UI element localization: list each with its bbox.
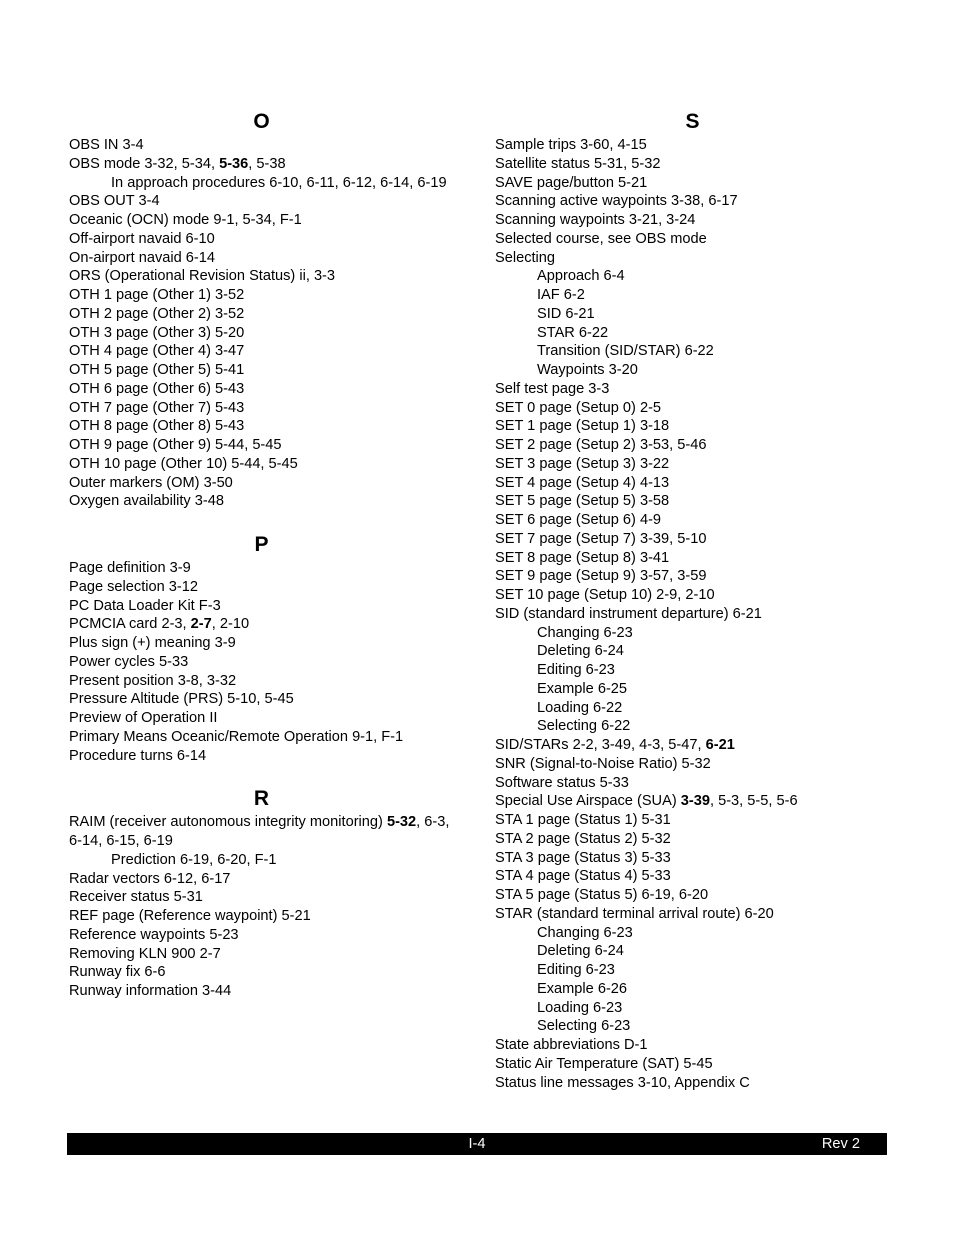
index-entry — [495, 1036, 890, 1055]
index-entry — [69, 136, 454, 155]
entry-text: Software status 5-33 — [495, 774, 629, 791]
entry-text: STAR (standard terminal arrival route) 6-20 — [495, 905, 774, 922]
index-entry — [495, 849, 890, 868]
index-entry — [495, 174, 890, 193]
index-entry — [495, 755, 890, 774]
entry-text: Example 6-25 — [537, 680, 628, 697]
entry-text: Radar vectors 6-12, 6-17 — [69, 870, 231, 887]
index-entry — [69, 436, 454, 455]
entry-text: In approach procedures 6-10, 6-11, 6-12, 6-14, 6-19 — [111, 174, 447, 191]
index-entry — [495, 567, 890, 586]
index-entry — [495, 155, 890, 174]
index-subentry — [495, 286, 890, 305]
entry-text: OTH 10 page (Other 10) 5-44, 5-45 — [69, 455, 298, 472]
entry-text: SET 1 page (Setup 1) 3-18 — [495, 418, 670, 435]
entry-text: Changing 6-23 — [537, 624, 633, 641]
entry-text: OBS OUT 3-4 — [69, 193, 160, 210]
entry-text: , 5-3, 5-5, 5-6 — [709, 793, 798, 810]
entry-text: Deleting 6-24 — [537, 943, 624, 960]
entry-text: Prediction 6-19, 6-20, F-1 — [111, 851, 277, 868]
index-subentry — [495, 924, 890, 943]
entry-text: STAR 6-22 — [537, 324, 609, 341]
entry-text: Present position 3-8, 3-32 — [69, 672, 237, 689]
index-subentry — [495, 661, 890, 680]
index-column-right — [495, 108, 890, 1092]
index-entry — [69, 907, 454, 926]
entry-text: Removing KLN 900 2-7 — [69, 945, 221, 962]
index-entry — [69, 324, 454, 343]
entry-text: PCMCIA card 2-3, — [69, 616, 191, 633]
index-entry — [69, 155, 454, 174]
entry-text: , 6-3, 6-14, 6-15, 6-19 — [69, 814, 450, 849]
index-entry — [495, 736, 890, 755]
entry-text: Waypoints 3-20 — [537, 362, 638, 378]
index-subentry — [495, 680, 890, 699]
entry-text: SID/STARs 2-2, 3-49, 4-3, 5-47, — [495, 737, 706, 753]
entry-text: Self test page 3-3 — [495, 380, 610, 397]
index-entry — [495, 792, 890, 811]
index-entry — [495, 211, 890, 230]
entry-text: , 5-38 — [248, 155, 286, 172]
index-entry — [69, 249, 454, 268]
primary-page-ref: 2-7 — [190, 616, 212, 633]
index-entry — [69, 615, 454, 634]
section-letter-heading: P — [254, 533, 269, 556]
entry-text: Pressure Altitude (PRS) 5-10, 5-45 — [69, 691, 294, 708]
entry-text: Static Air Temperature (SAT) 5-45 — [495, 1055, 713, 1072]
entry-text: Preview of Operation II — [69, 710, 218, 726]
index-subentry — [495, 980, 890, 999]
entry-text: STA 1 page (Status 1) 5-31 — [495, 812, 671, 828]
index-subentry — [69, 851, 454, 870]
entry-text: Scanning waypoints 3-21, 3-24 — [495, 212, 696, 228]
index-entry — [69, 417, 454, 436]
index-entry — [495, 192, 890, 211]
entry-text: Changing 6-23 — [537, 924, 633, 941]
entry-text: SET 3 page (Setup 3) 3-22 — [495, 455, 670, 472]
index-entry — [69, 361, 454, 380]
section-gap — [69, 511, 454, 531]
index-subentry — [495, 999, 890, 1018]
entry-text: State abbreviations D-1 — [495, 1037, 648, 1053]
entry-text: SET 0 page (Setup 0) 2-5 — [495, 399, 662, 416]
index-subentry — [495, 305, 890, 324]
index-entry — [495, 830, 890, 849]
entry-text: Editing 6-23 — [537, 662, 615, 678]
entry-text: , 2-10 — [211, 616, 250, 633]
footer-bar — [67, 1133, 887, 1155]
primary-page-ref: 5-32 — [386, 814, 417, 831]
index-entry — [495, 230, 890, 249]
entry-text: Off-airport navaid 6-10 — [69, 230, 215, 247]
entry-text: SET 9 page (Setup 9) 3-57, 3-59 — [495, 568, 707, 585]
index-entry — [69, 211, 454, 230]
index-entry — [495, 136, 890, 155]
entry-text: STA 5 page (Status 5) 6-19, 6-20 — [495, 887, 709, 903]
index-entry — [69, 870, 454, 889]
section-letter-heading: R — [253, 787, 270, 811]
entry-text: OBS mode 3-32, 5-34, — [69, 155, 220, 172]
entry-text: SID 6-21 — [537, 305, 595, 322]
index-entry — [69, 192, 454, 211]
primary-page-ref: 5-36 — [219, 155, 249, 172]
entry-text: On-airport navaid 6-14 — [69, 249, 216, 266]
index-entry — [495, 380, 890, 399]
index-entry — [495, 1055, 890, 1074]
entry-text: OTH 1 page (Other 1) 3-52 — [69, 287, 245, 303]
index-entry — [69, 963, 454, 982]
index-entry — [495, 886, 890, 905]
entry-text: Reference waypoints 5-23 — [69, 926, 239, 943]
revision-label: Rev 2 — [821, 1136, 860, 1152]
entry-text: SET 5 page (Setup 5) 3-58 — [495, 493, 670, 510]
section-letter-heading: S — [685, 110, 700, 133]
index-entry — [69, 578, 454, 597]
index-subentry — [495, 361, 890, 380]
index-entry — [495, 417, 890, 436]
entry-text: Page selection 3-12 — [69, 578, 198, 595]
index-entry — [495, 492, 890, 511]
entry-text: REF page (Reference waypoint) 5-21 — [69, 908, 311, 924]
index-entry — [495, 811, 890, 830]
index-entry — [69, 380, 454, 399]
index-entry — [69, 747, 454, 766]
index-entry — [69, 455, 454, 474]
entry-text: Selecting — [495, 249, 556, 266]
index-subentry — [495, 267, 890, 286]
section-gap — [69, 765, 454, 785]
index-entry — [69, 672, 454, 691]
index-subentry — [495, 324, 890, 343]
index-subentry — [495, 942, 890, 961]
index-entry — [69, 634, 454, 653]
index-entry — [495, 399, 890, 418]
entry-text: Runway information 3-44 — [69, 983, 232, 999]
entry-text: Runway fix 6-6 — [69, 964, 166, 981]
index-entry — [69, 728, 454, 747]
index-subentry — [495, 1017, 890, 1036]
index-entry — [69, 709, 454, 728]
entry-text: OTH 3 page (Other 3) 5-20 — [69, 324, 245, 341]
entry-text: SAVE page/button 5-21 — [495, 174, 648, 191]
entry-text: OTH 8 page (Other 8) 5-43 — [69, 418, 245, 435]
index-entry — [495, 586, 890, 605]
entry-text: Deleting 6-24 — [537, 643, 624, 660]
entry-text: Page definition 3-9 — [69, 560, 191, 576]
entry-text: Example 6-26 — [537, 980, 628, 997]
index-column-left — [69, 108, 454, 1001]
index-entry — [495, 530, 890, 549]
entry-text: Plus sign (+) meaning 3-9 — [69, 635, 236, 651]
index-entry — [69, 267, 454, 286]
entry-text: STA 4 page (Status 4) 5-33 — [495, 868, 671, 885]
entry-text: Primary Means Oceanic/Remote Operation 9-1, F-1 — [69, 728, 404, 745]
entry-text: SET 6 page (Setup 6) 4-9 — [495, 512, 662, 528]
index-entry — [69, 690, 454, 709]
entry-text: SNR (Signal-to-Noise Ratio) 5-32 — [495, 755, 711, 772]
index-entry — [495, 436, 890, 455]
entry-text: Satellite status 5-31, 5-32 — [495, 155, 661, 172]
index-subentry — [495, 624, 890, 643]
index-entry — [69, 286, 454, 305]
index-entry — [69, 399, 454, 418]
entry-text: Sample trips 3-60, 4-15 — [495, 137, 647, 153]
entry-text: STA 3 page (Status 3) 5-33 — [495, 849, 671, 866]
entry-text: OTH 6 page (Other 6) 5-43 — [69, 380, 245, 397]
entry-text: IAF 6-2 — [537, 287, 585, 303]
primary-page-ref: 3-39 — [680, 793, 710, 810]
index-entry — [495, 455, 890, 474]
index-entry — [495, 511, 890, 530]
section-letter-heading: O — [253, 110, 270, 133]
entry-text: Oxygen availability 3-48 — [69, 493, 224, 510]
page-number: I-4 — [468, 1136, 486, 1152]
index-entry — [495, 774, 890, 793]
entry-text: OBS IN 3-4 — [69, 137, 144, 153]
entry-text: Transition (SID/STAR) 6-22 — [537, 343, 714, 360]
index-entry — [495, 549, 890, 568]
entry-text: Scanning active waypoints 3-38, 6-17 — [495, 193, 738, 210]
entry-text: Loading 6-23 — [537, 999, 623, 1016]
entry-text: Loading 6-22 — [537, 699, 623, 716]
index-entry — [495, 867, 890, 886]
entry-text: SET 8 page (Setup 8) 3-41 — [495, 549, 670, 566]
index-entry — [69, 474, 454, 493]
entry-text: Status line messages 3-10, Appendix C — [495, 1074, 750, 1091]
entry-text: RAIM (receiver autonomous integrity monitoring) — [69, 814, 387, 831]
index-entry — [69, 653, 454, 672]
index-subentry — [495, 961, 890, 980]
entry-text: Oceanic (OCN) mode 9-1, 5-34, F-1 — [69, 212, 302, 228]
entry-text: Editing 6-23 — [537, 962, 615, 978]
index-subentry — [495, 342, 890, 361]
index-entry — [69, 926, 454, 945]
entry-text: SET 2 page (Setup 2) 3-53, 5-46 — [495, 437, 707, 453]
index-entry — [69, 888, 454, 907]
entry-text: Receiver status 5-31 — [69, 889, 203, 906]
index-entry — [495, 474, 890, 493]
entry-text: SET 10 page (Setup 10) 2-9, 2-10 — [495, 587, 715, 603]
entry-text: Selected course, see OBS mode — [495, 230, 707, 247]
primary-page-ref: 6-21 — [705, 737, 735, 753]
index-entry — [495, 605, 890, 624]
index-entry — [495, 905, 890, 924]
entry-text: Power cycles 5-33 — [69, 653, 189, 670]
entry-text: STA 2 page (Status 2) 5-32 — [495, 830, 671, 847]
entry-text: OTH 9 page (Other 9) 5-44, 5-45 — [69, 437, 282, 453]
index-subentry — [69, 174, 454, 193]
index-subentry — [495, 717, 890, 736]
entry-text: OTH 4 page (Other 4) 3-47 — [69, 343, 245, 360]
entry-text: SID (standard instrument departure) 6-21 — [495, 605, 762, 622]
index-entry — [69, 597, 454, 616]
entry-text: Outer markers (OM) 3-50 — [69, 474, 233, 491]
entry-text: Approach 6-4 — [537, 268, 625, 285]
index-entry — [69, 230, 454, 249]
entry-text: SET 7 page (Setup 7) 3-39, 5-10 — [495, 530, 707, 547]
entry-text: OTH 2 page (Other 2) 3-52 — [69, 305, 245, 322]
entry-text: Procedure turns 6-14 — [69, 747, 207, 764]
entry-text: ORS (Operational Revision Status) ii, 3-3 — [69, 268, 336, 285]
entry-text: OTH 5 page (Other 5) 5-41 — [69, 362, 245, 378]
index-subentry — [495, 699, 890, 718]
index-entry — [69, 982, 454, 1001]
index-entry — [69, 342, 454, 361]
index-entry — [495, 1074, 890, 1093]
entry-text: Special Use Airspace (SUA) — [495, 793, 681, 810]
entry-text: Selecting 6-22 — [537, 718, 631, 735]
index-entry — [69, 813, 454, 851]
entry-text: SET 4 page (Setup 4) 4-13 — [495, 474, 670, 491]
index-subentry — [495, 642, 890, 661]
index-entry — [69, 945, 454, 964]
index-entry — [495, 249, 890, 268]
entry-text: OTH 7 page (Other 7) 5-43 — [69, 399, 245, 416]
index-entry — [69, 559, 454, 578]
index-entry — [69, 305, 454, 324]
entry-text: PC Data Loader Kit F-3 — [69, 597, 221, 614]
index-entry — [69, 492, 454, 511]
entry-text: Selecting 6-23 — [537, 1018, 631, 1035]
